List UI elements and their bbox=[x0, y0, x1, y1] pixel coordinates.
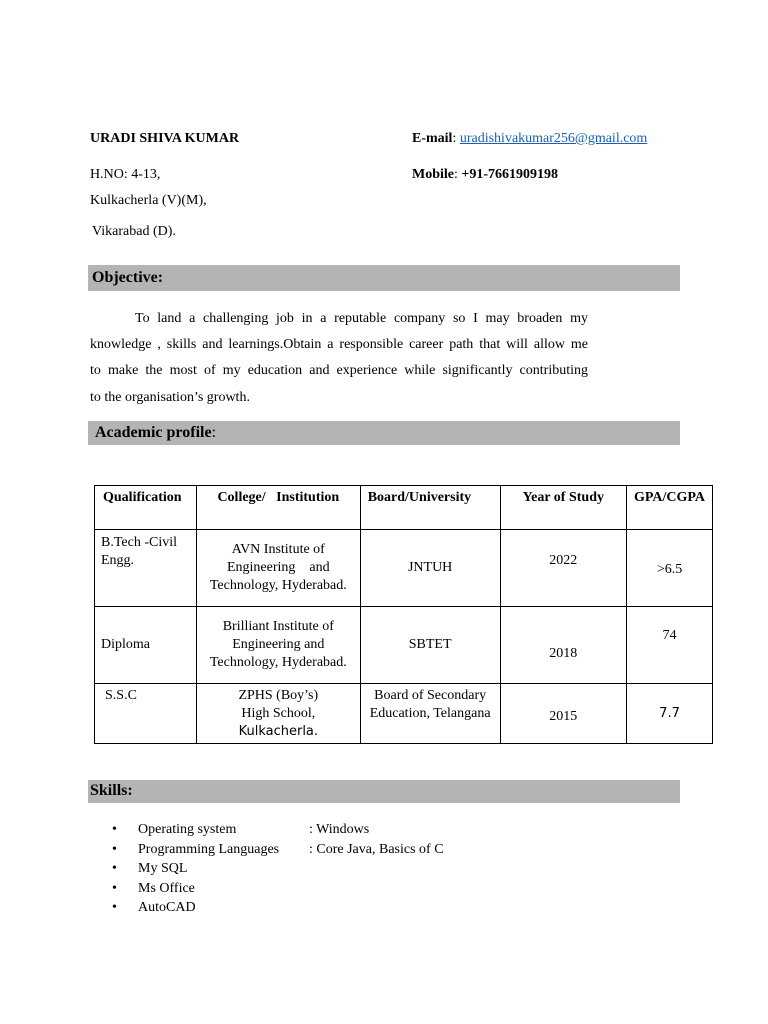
skill-value: : Core Java, Basics of C bbox=[309, 841, 444, 857]
objective-line-1: To land a challenging job in a reputable company so I may broaden my bbox=[135, 311, 588, 326]
bullet-icon: • bbox=[112, 841, 117, 857]
cell-board: Board of Secondary Education, Telangana bbox=[360, 684, 500, 744]
table-row bbox=[95, 607, 713, 684]
col-header-qualification: Qualification bbox=[95, 486, 197, 530]
cell-gpa: 74 bbox=[627, 607, 713, 684]
college-line: Technology, Hyderabad. bbox=[209, 655, 347, 670]
college-line: AVN Institute of bbox=[231, 542, 325, 557]
cell-qualification: S.S.C bbox=[95, 684, 197, 744]
academic-title bbox=[95, 424, 216, 442]
candidate-name: URADI SHIVA KUMAR bbox=[90, 131, 240, 146]
col-header-year: Year of Study bbox=[500, 486, 626, 530]
bullet-icon: • bbox=[112, 880, 117, 896]
academic-table bbox=[94, 485, 713, 744]
table-row bbox=[95, 530, 713, 607]
cell-year: 2022 bbox=[500, 530, 626, 607]
bullet-icon: • bbox=[112, 900, 117, 915]
mobile-label: Mobile bbox=[412, 167, 454, 182]
skills-title: Skills: bbox=[90, 782, 133, 799]
bullet-icon: • bbox=[112, 861, 117, 876]
objective-title: Objective: bbox=[92, 269, 164, 286]
email-label: E-mail bbox=[412, 131, 453, 146]
address-line-3: Vikarabad (D). bbox=[92, 224, 176, 239]
college-line: Engineering and bbox=[232, 637, 325, 652]
mobile-row bbox=[412, 167, 558, 183]
cell-board: JNTUH bbox=[360, 530, 500, 607]
cell-gpa: 7.7 bbox=[627, 684, 713, 744]
cell-gpa: >6.5 bbox=[627, 530, 713, 607]
college-line: Technology, Hyderabad. bbox=[209, 578, 347, 593]
college-line: Kulkacherla. bbox=[238, 724, 319, 739]
cell-year: 2015 bbox=[500, 684, 626, 744]
table-header-row bbox=[95, 486, 713, 530]
academic-title-text: Academic profile bbox=[95, 424, 212, 441]
cell-year: 2018 bbox=[500, 607, 626, 684]
college-line: Brilliant Institute of bbox=[222, 619, 334, 634]
college-line: ZPHS (Boy’s) bbox=[238, 688, 319, 703]
cell-qualification: Diploma bbox=[95, 607, 197, 684]
address-line-2: Kulkacherla (V)(M), bbox=[90, 193, 207, 208]
cell-board: SBTET bbox=[360, 607, 500, 684]
cell-college bbox=[196, 607, 360, 684]
college-line: High School, bbox=[241, 706, 316, 721]
col-header-board: Board/University bbox=[360, 486, 500, 530]
college-line: Engineering and bbox=[226, 560, 330, 575]
skills-header-bar bbox=[88, 780, 680, 803]
email-row bbox=[412, 131, 647, 147]
table-row bbox=[95, 684, 713, 744]
cell-college bbox=[196, 530, 360, 607]
cell-qualification: B.Tech -Civil Engg. bbox=[95, 530, 197, 607]
skill-value: : Windows bbox=[309, 822, 370, 837]
objective-line-4: to the organisation’s growth. bbox=[90, 390, 250, 405]
skill-label: Programming Languages bbox=[138, 841, 280, 857]
col-header-college: College/ Institution bbox=[196, 486, 360, 530]
col-header-gpa: GPA/CGPA bbox=[627, 486, 713, 530]
bullet-icon: • bbox=[112, 822, 117, 837]
skill-label: Ms Office bbox=[138, 880, 195, 896]
skill-label: Operating system bbox=[138, 822, 237, 837]
email-colon: : bbox=[452, 131, 460, 146]
objective-line-3: to make the most of my education and experience while significantly contributing bbox=[90, 363, 588, 378]
cell-college bbox=[196, 684, 360, 744]
address-line-1: H.NO: 4-13, bbox=[90, 167, 161, 182]
skill-label: AutoCAD bbox=[138, 900, 196, 915]
email-link[interactable]: uradishivakumar256@gmail.com bbox=[459, 131, 648, 146]
objective-header-bar bbox=[88, 265, 680, 291]
skill-label: My SQL bbox=[138, 861, 188, 876]
mobile-colon: : bbox=[454, 167, 462, 182]
objective-line-2: knowledge , skills and learnings.Obtain a responsible career path that will allow me bbox=[90, 337, 588, 352]
mobile-value: +91-7661909198 bbox=[461, 167, 559, 182]
academic-title-colon: : bbox=[211, 424, 217, 441]
